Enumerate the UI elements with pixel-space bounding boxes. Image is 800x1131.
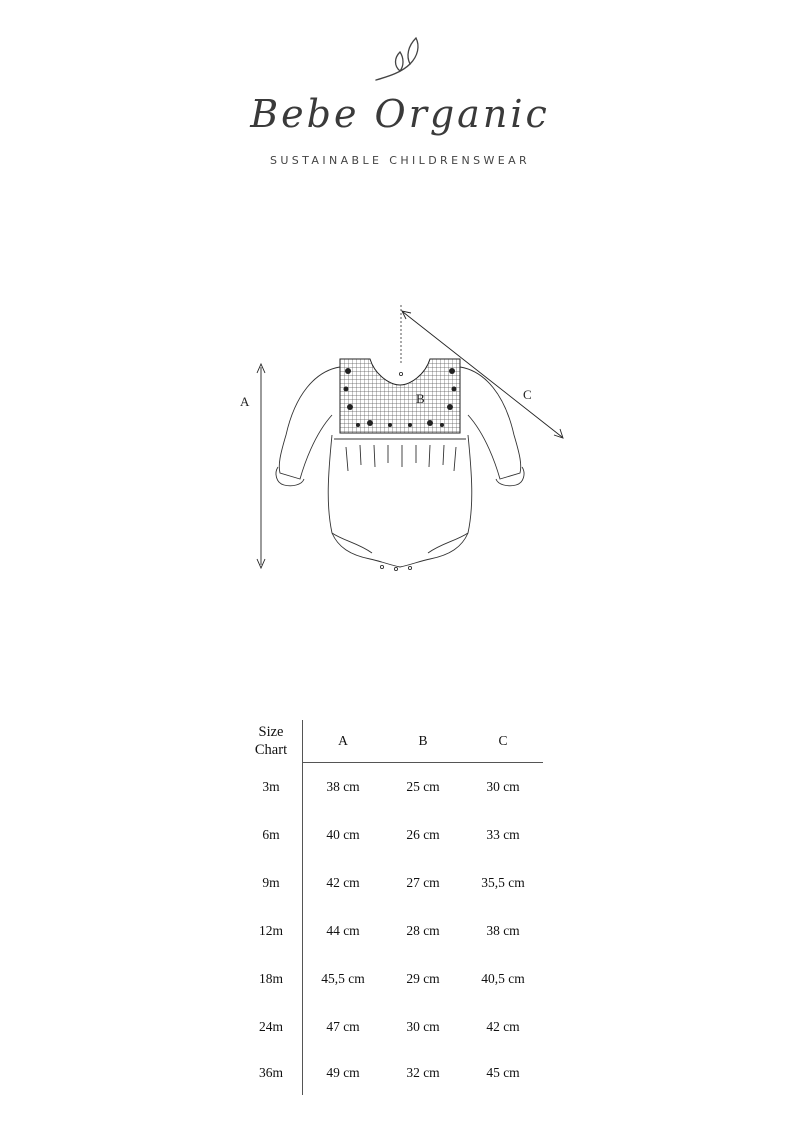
- measurement-b-cell: 29 cm: [406, 971, 440, 986]
- romper-illustration: [220, 295, 580, 585]
- measurement-c-cell: 42 cm: [486, 1019, 520, 1034]
- table-row: [240, 763, 543, 812]
- measurement-b-cell: 25 cm: [406, 779, 440, 794]
- dimension-c-label: C: [523, 387, 532, 402]
- measurement-b-cell: 28 cm: [406, 923, 440, 938]
- measurement-b-cell: 30 cm: [406, 1019, 440, 1034]
- dimension-b-label: B: [416, 391, 425, 406]
- table-row: [240, 1051, 543, 1095]
- leaf-logo-icon: [370, 34, 430, 84]
- size-cell: 18m: [240, 955, 303, 1003]
- column-header-b: B: [383, 720, 463, 763]
- column-header-c: C: [463, 720, 543, 763]
- table-row: [240, 955, 543, 1003]
- tagline: SUSTAINABLE CHILDRENSWEAR: [269, 154, 531, 167]
- measurement-b-cell: 26 cm: [406, 827, 440, 842]
- table-row: [240, 1003, 543, 1051]
- size-chart-table: [240, 720, 543, 1095]
- size-cell: 24m: [240, 1003, 303, 1051]
- measurement-b-cell: 32 cm: [406, 1065, 440, 1080]
- measurement-a-cell: 42 cm: [326, 875, 360, 890]
- measurement-c-cell: 38 cm: [486, 923, 520, 938]
- size-cell: 3m: [240, 763, 303, 812]
- measurement-c-cell: 33 cm: [486, 827, 520, 842]
- dimension-a-label: A: [240, 394, 250, 409]
- measurement-a-cell: 47 cm: [326, 1019, 360, 1034]
- measurement-a-cell: 44 cm: [326, 923, 360, 938]
- measurement-c-cell: 45 cm: [486, 1065, 520, 1080]
- table-row: [240, 907, 543, 955]
- dimension-a-arrow: [257, 364, 265, 568]
- size-cell: 12m: [240, 907, 303, 955]
- table-row: [240, 811, 543, 859]
- column-header-a: A: [303, 720, 384, 763]
- measurement-a-cell: 38 cm: [326, 779, 360, 794]
- size-chart-title: Size Chart: [240, 720, 303, 763]
- measurement-a-cell: 45,5 cm: [321, 971, 365, 986]
- size-cell: 9m: [240, 859, 303, 907]
- size-cell: 36m: [240, 1051, 303, 1095]
- measurement-a-cell: 40 cm: [326, 827, 360, 842]
- table-row: [240, 859, 543, 907]
- measurement-a-cell: 49 cm: [326, 1065, 360, 1080]
- brand-name: Bebe Organic: [250, 92, 550, 136]
- measurement-c-cell: 35,5 cm: [481, 875, 525, 890]
- measurement-c-cell: 40,5 cm: [481, 971, 525, 986]
- table-header-row: [240, 720, 543, 763]
- gingham-bib: [340, 359, 460, 433]
- measurement-b-cell: 27 cm: [406, 875, 440, 890]
- button-icon: [399, 372, 402, 375]
- size-cell: 6m: [240, 811, 303, 859]
- measurement-c-cell: 30 cm: [486, 779, 520, 794]
